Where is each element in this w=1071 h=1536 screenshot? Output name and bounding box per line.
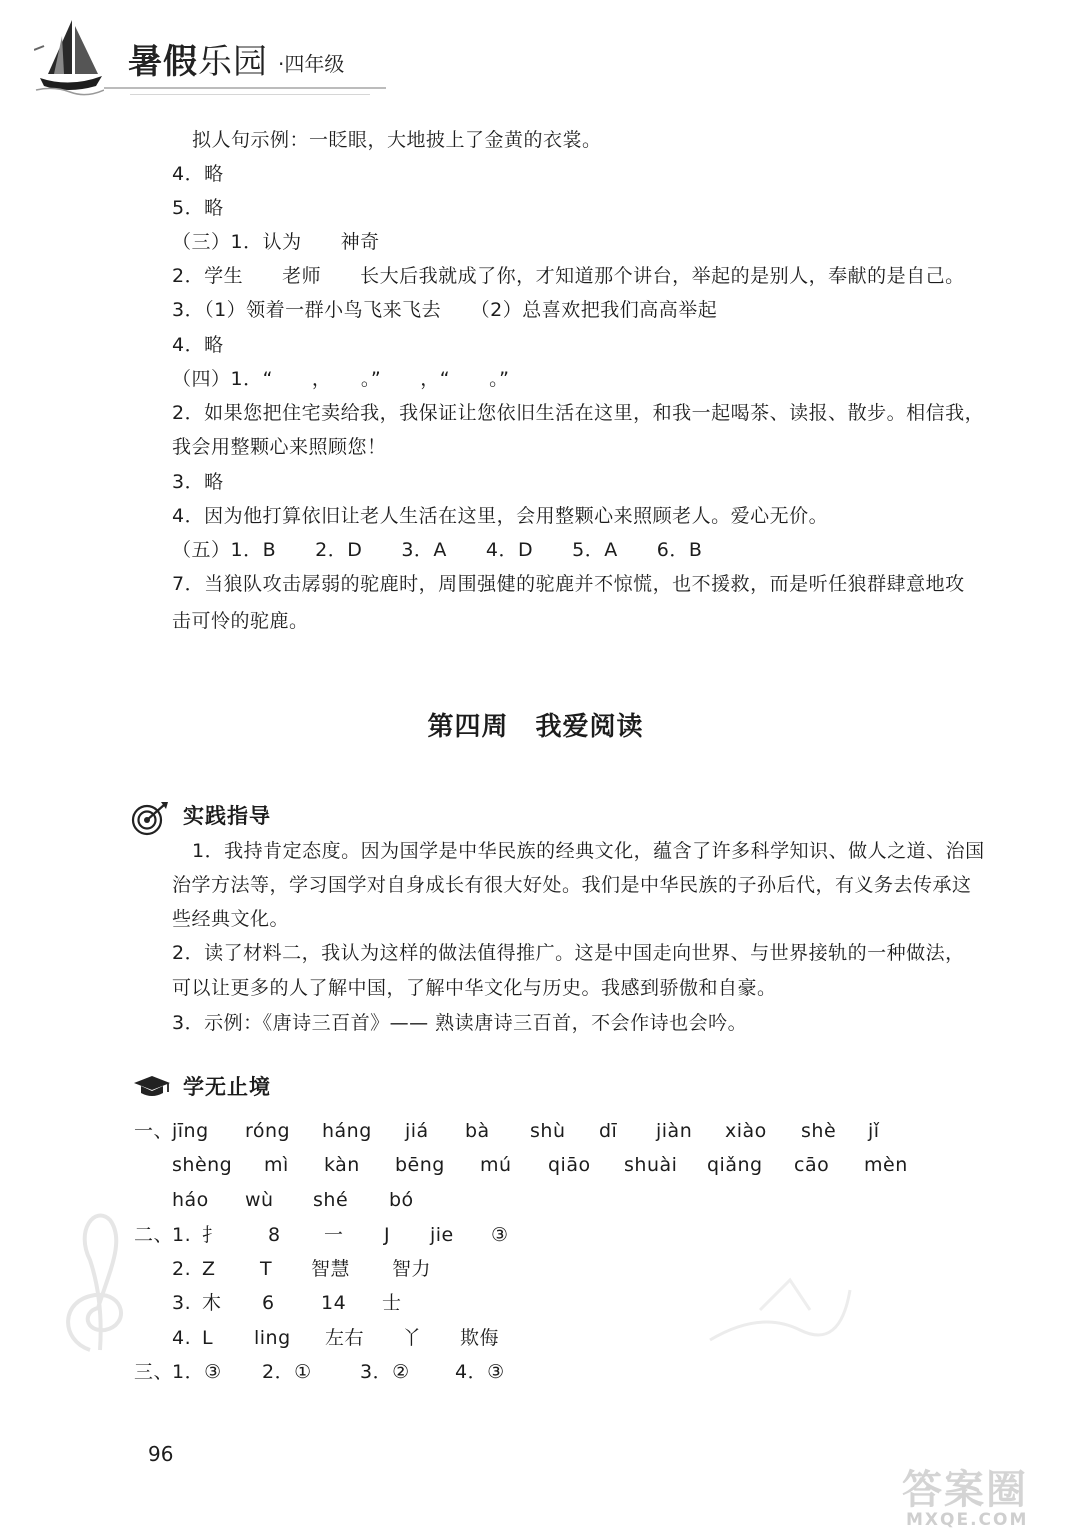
practice-heading: 实践指导 <box>183 804 271 828</box>
pinyin-item: bēng <box>395 1154 445 1176</box>
pinyin-item: dī <box>599 1120 618 1142</box>
header-title-thin: 乐园 <box>198 42 268 82</box>
pinyin-item: shèng <box>172 1154 233 1176</box>
pinyin-item: bó <box>389 1189 414 1211</box>
question-2-label: 二、 <box>134 1224 174 1246</box>
practice-line: 治学方法等，学习国学对自身成长有很大好处。我们是中华民族的子孙后代，有义务去传承这 <box>172 874 972 896</box>
answer-line: 4．略 <box>172 334 224 356</box>
answer-line: 2．如果您把住宅卖给我，我保证让您依旧生活在这里，和我一起喝茶、读报、散步。相信我， <box>172 402 985 424</box>
pinyin-item: jiàn <box>656 1120 693 1142</box>
section-title: 第四周 我爱阅读 <box>427 712 644 742</box>
pinyin-item: róng <box>245 1120 291 1142</box>
pinyin-item: háo <box>172 1189 209 1211</box>
answer-line: 我会用整颗心来照顾您！ <box>172 436 387 458</box>
q2-cell: 一 <box>324 1224 344 1246</box>
pinyin-item: jǐ <box>868 1120 880 1142</box>
pinyin-item: mèn <box>864 1154 908 1176</box>
q2-cell: 智慧 <box>311 1258 351 1280</box>
q2-cell: 木 <box>202 1292 222 1314</box>
q2-cell: 欺侮 <box>460 1327 500 1349</box>
answer-line: （三）1．认为 神奇 <box>172 231 380 253</box>
answer-line: 7．当狼队攻击孱弱的驼鹿时，周围强健的驼鹿并不惊慌，也不援救，而是听任狼群肆意地攻 <box>172 573 965 595</box>
pinyin-item: cāo <box>794 1154 830 1176</box>
answer-line: 击可怜的驼鹿。 <box>172 610 309 632</box>
answer-line: （四）1．“ ， 。” ，“ 。” <box>172 368 510 390</box>
practice-line: 2．读了材料二，我认为这样的做法值得推广。这是中国走向世界、与世界接轨的一种做法， <box>172 942 965 964</box>
q2-cell: 3. <box>172 1292 192 1314</box>
study-heading: 学无止境 <box>183 1075 271 1099</box>
q2-cell: ③ <box>491 1224 509 1246</box>
practice-line: 些经典文化。 <box>172 908 290 930</box>
pinyin-item: shè <box>801 1120 837 1142</box>
q2-cell: 左右 <box>325 1327 365 1349</box>
q2-cell: Z <box>202 1258 216 1280</box>
pinyin-item: qiāo <box>548 1154 591 1176</box>
answer-line: 4．略 <box>172 163 224 185</box>
q2-cell: 2. <box>172 1258 192 1280</box>
pinyin-item: shù <box>530 1120 566 1142</box>
q3-item: 3．② <box>360 1361 410 1383</box>
q2-cell: 智力 <box>392 1258 432 1280</box>
pinyin-item: bà <box>465 1120 490 1142</box>
q2-cell: jie <box>430 1224 454 1246</box>
header-grade: ·四年级 <box>278 52 345 76</box>
practice-line: 1．我持肯定态度。因为国学是中华民族的经典文化，蕴含了许多科学知识、做人之道、治国 <box>192 840 985 862</box>
pinyin-item: kàn <box>324 1154 360 1176</box>
question-1-label: 一、 <box>134 1120 174 1142</box>
pinyin-item: háng <box>322 1120 372 1142</box>
q2-cell: 士 <box>382 1292 402 1314</box>
answer-line: （五）1．B 2．D 3．A 4．D 5．A 6．B <box>172 539 703 561</box>
pinyin-item: qiǎng <box>707 1154 763 1176</box>
pinyin-item: mì <box>264 1154 289 1176</box>
q2-cell: L <box>202 1327 214 1349</box>
q3-item: 2．① <box>262 1361 312 1383</box>
answer-line: 4．因为他打算依旧让老人生活在这里，会用整颗心来照顾老人。爱心无价。 <box>172 505 829 527</box>
q3-item: 1．③ <box>172 1361 222 1383</box>
q2-cell: ling <box>254 1327 291 1349</box>
pinyin-item: shuài <box>624 1154 678 1176</box>
q2-cell: 1. <box>172 1224 192 1246</box>
pinyin-item: xiào <box>725 1120 767 1142</box>
watermark-logo <box>896 1468 1066 1532</box>
q2-cell: 丫 <box>402 1327 422 1349</box>
q2-cell: J <box>384 1224 391 1246</box>
q2-cell: T <box>260 1258 273 1280</box>
practice-line: 可以让更多的人了解中国，了解中华文化与历史。我感到骄傲和自豪。 <box>172 977 777 999</box>
practice-line: 3．示例：《唐诗三百首》—— 熟读唐诗三百首，不会作诗也会吟。 <box>172 1012 748 1034</box>
target-icon <box>130 800 170 836</box>
page-number: 96 <box>148 1442 174 1466</box>
watermark-url: MXQE.COM <box>906 1510 1029 1530</box>
pinyin-item: wù <box>245 1189 274 1211</box>
question-3-label: 三、 <box>134 1361 174 1383</box>
q2-cell: 4. <box>172 1327 192 1349</box>
header-divider <box>104 87 386 89</box>
q3-item: 4．③ <box>455 1361 505 1383</box>
pinyin-item: mú <box>480 1154 512 1176</box>
answer-line: 5．略 <box>172 197 224 219</box>
pinyin-item: jīng <box>172 1120 209 1142</box>
sketch-watermark-icon <box>700 1250 860 1360</box>
answer-line: 2．学生 老师 长大后我就成了你，才知道那个讲台，举起的是别人，奉献的是自己。 <box>172 265 965 287</box>
q2-cell: 8 <box>268 1224 281 1246</box>
q2-cell: 6 <box>262 1292 275 1314</box>
q2-cell: 14 <box>321 1292 347 1314</box>
pinyin-item: jiá <box>405 1120 429 1142</box>
answer-line: 3．略 <box>172 471 224 493</box>
watermark-text: 答案圈 <box>902 1467 1028 1513</box>
graduation-cap-icon <box>132 1074 172 1098</box>
pinyin-item: shé <box>313 1189 349 1211</box>
sailboat-logo-icon <box>34 16 104 96</box>
header-divider-secondary <box>130 94 370 95</box>
answer-line: 3．（1）领着一群小鸟飞来飞去 （2）总喜欢把我们高高举起 <box>172 299 718 321</box>
q2-cell: 扌 <box>202 1224 222 1246</box>
header-title <box>128 42 268 82</box>
header-title-bold: 暑假 <box>128 42 198 82</box>
answer-line: 拟人句示例：一眨眼，大地披上了金黄的衣裳。 <box>192 129 602 151</box>
